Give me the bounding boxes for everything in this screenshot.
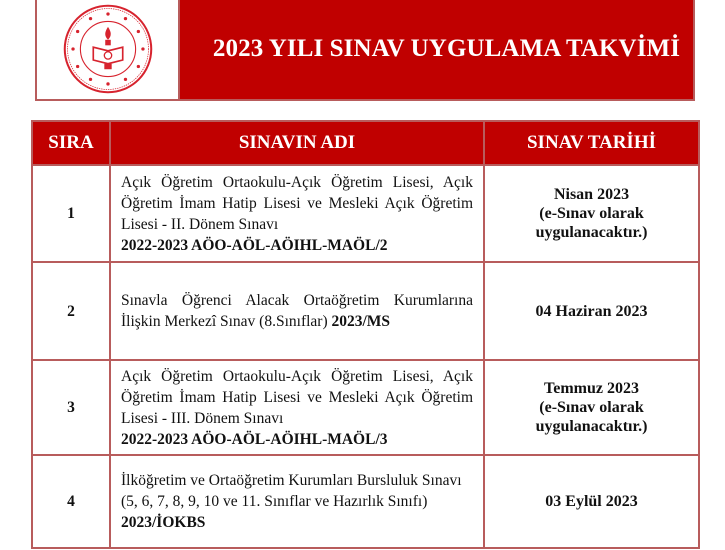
page-title: 2023 YILI SINAV UYGULAMA TAKVİMİ xyxy=(212,34,681,62)
exam-name: İlköğretim ve Ortaöğretim Kurumları Bursluluk Sınavı (5, 6, 7, 8, 9, 10 ve 11. Sınıflar ve Hazırlık Sınıfı) 2023/İOKBS xyxy=(110,455,484,548)
logo-cell xyxy=(37,0,180,99)
column-header-sira: SIRA xyxy=(32,121,110,165)
exam-date: Nisan 2023 (e-Sınav olarak uygulanacaktır.) xyxy=(484,165,699,262)
exam-name: Açık Öğretim Ortaokulu-Açık Öğretim Lisesi, Açık Öğretim İmam Hatip Lisesi ve Mesleki Açık Öğretim Lisesi - III. Dönem Sınavı 2022-2023 AÖO-AÖL-AÖIHL-MAÖL/3 xyxy=(110,360,484,455)
column-header-exam-date: SINAV TARİHİ xyxy=(484,121,699,165)
table-row xyxy=(32,262,699,360)
row-number: 4 xyxy=(32,455,110,548)
exam-code: 2023/MS xyxy=(331,313,391,330)
exam-date: Temmuz 2023 (e-Sınav olarak uygulanacaktır.) xyxy=(484,360,699,455)
title-banner xyxy=(180,0,693,99)
exam-date: 04 Haziran 2023 xyxy=(484,262,699,360)
exam-name: Açık Öğretim Ortaokulu-Açık Öğretim Lisesi, Açık Öğretim İmam Hatip Lisesi ve Mesleki Açık Öğretim Lisesi - II. Dönem Sınavı 2022-2023 AÖO-AÖL-AÖIHL-MAÖL/2 xyxy=(110,165,484,262)
table-header-row xyxy=(32,121,699,165)
column-header-exam-name: SINAVIN ADI xyxy=(110,121,484,165)
meb-seal-logo-icon xyxy=(62,3,154,95)
table-row xyxy=(32,455,699,548)
exam-code: 2022-2023 AÖO-AÖL-AÖIHL-MAÖL/2 xyxy=(121,236,388,254)
table-row xyxy=(32,165,699,262)
row-number: 1 xyxy=(32,165,110,262)
exam-name: Sınavla Öğrenci Alacak Ortaöğretim Kurumlarına İlişkin Merkezî Sınav (8.Sınıflar) 2023/MS xyxy=(110,262,484,360)
table-row xyxy=(32,360,699,455)
exam-date: 03 Eylül 2023 xyxy=(484,455,699,548)
row-number: 2 xyxy=(32,262,110,360)
page-header xyxy=(35,0,695,101)
exam-code: 2023/İOKBS xyxy=(121,514,206,531)
row-number: 3 xyxy=(32,360,110,455)
exam-schedule-table xyxy=(31,120,700,549)
exam-code: 2022-2023 AÖO-AÖL-AÖIHL-MAÖL/3 xyxy=(121,430,388,448)
